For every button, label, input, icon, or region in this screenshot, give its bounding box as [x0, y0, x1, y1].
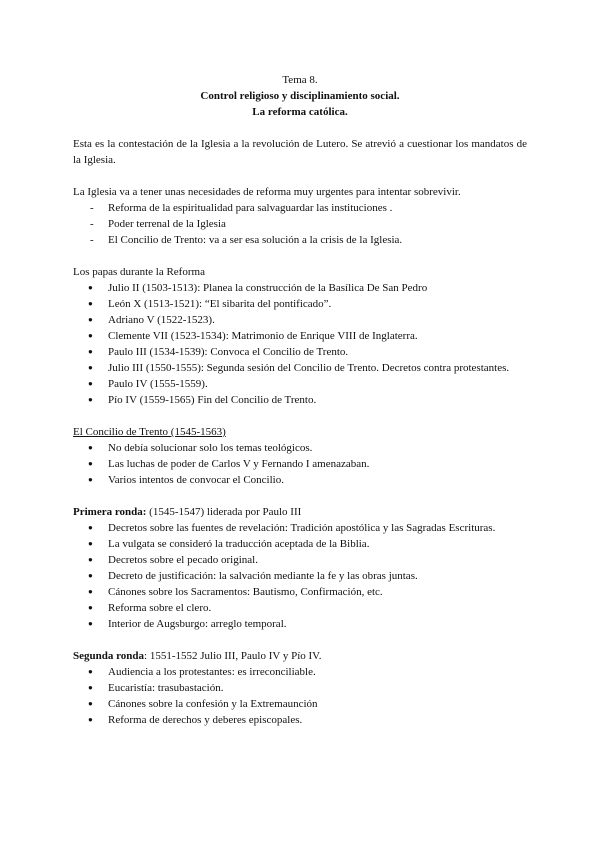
round1-heading [73, 504, 527, 520]
list-item: ● León X (1513-1521): “El sibarita del pontificado”. [73, 296, 527, 312]
round2-detail: : 1551-1552 Julio III, Paulo IV y Pío IV. [144, 650, 322, 662]
round1-list [73, 520, 527, 632]
topic-number: Tema 8. [282, 74, 318, 86]
popes-list [73, 280, 527, 408]
round2-list [73, 664, 527, 728]
list-item: ● Adriano V (1522-1523). [73, 312, 527, 328]
council-heading: El Concilio de Trento (1545-1563) [73, 426, 226, 438]
intro-paragraph: Esta es la contestación de la Iglesia a la revolución de Lutero. Se atrevió a cuestionar los mandatos de la Iglesia. [73, 138, 527, 166]
round2-label: Segunda ronda [73, 650, 145, 662]
list-item: ● Paulo III (1534-1539): Convoca el Concilio de Trento. [73, 344, 527, 360]
page-title: Control religioso y disciplinamiento social. [200, 90, 400, 102]
list-item: ● Decretos sobre las fuentes de revelación: Tradición apostólica y las Sagradas Escrituras. [73, 520, 527, 536]
list-item: ● Reforma sobre el clero. [73, 600, 527, 616]
list-item: ● No debía solucionar solo los temas teológicos. [73, 440, 527, 456]
round1-label: Primera ronda: [73, 506, 147, 518]
list-item: ● Audiencia a los protestantes: es irreconciliable. [73, 664, 527, 680]
list-item: ● Reforma de derechos y deberes episcopales. [73, 712, 527, 728]
document-body [73, 72, 527, 728]
needs-list [73, 200, 527, 248]
list-item: ● Eucaristía: trasubastación. [73, 680, 527, 696]
list-item: ● Clemente VII (1523-1534): Matrimonio de Enrique VIII de Inglaterra. [73, 328, 527, 344]
list-item: - Reforma de la espiritualidad para salvaguardar las instituciones . [73, 200, 527, 216]
list-item: ● Decretos sobre el pecado original. [73, 552, 527, 568]
list-item: ● Julio II (1503-1513): Planea la construcción de la Basílica De San Pedro [73, 280, 527, 296]
round1-detail: (1545-1547) liderada por Paulo III [146, 506, 302, 518]
list-item: ● Interior de Augsburgo: arreglo temporal. [73, 616, 527, 632]
list-item: ● Decreto de justificación: la salvación mediante la fe y las obras juntas. [73, 568, 527, 584]
list-item: - Poder terrenal de la Iglesia [73, 216, 527, 232]
needs-lead: La Iglesia va a tener unas necesidades de reforma muy urgentes para intentar sobrevivir. [73, 186, 461, 198]
list-item: ● La vulgata se consideró la traducción aceptada de la Biblia. [73, 536, 527, 552]
list-item: ● Varios intentos de convocar el Concilio. [73, 472, 527, 488]
popes-heading: Los papas durante la Reforma [73, 266, 205, 278]
list-item: ● Cánones sobre la confesión y la Extremaunción [73, 696, 527, 712]
list-item: - El Concilio de Trento: va a ser esa solución a la crisis de la Iglesia. [73, 232, 527, 248]
council-list [73, 440, 527, 488]
round2-heading [73, 648, 527, 664]
list-item: ● Paulo IV (1555-1559). [73, 376, 527, 392]
page-subtitle: La reforma católica. [252, 106, 348, 118]
list-item: ● Pío IV (1559-1565) Fin del Concilio de Trento. [73, 392, 527, 408]
list-item: ● Las luchas de poder de Carlos V y Fernando I amenazaban. [73, 456, 527, 472]
list-item: ● Cánones sobre los Sacramentos: Bautismo, Confirmación, etc. [73, 584, 527, 600]
list-item: ● Julio III (1550-1555): Segunda sesión del Concilio de Trento. Decretos contra protestantes. [73, 360, 527, 376]
